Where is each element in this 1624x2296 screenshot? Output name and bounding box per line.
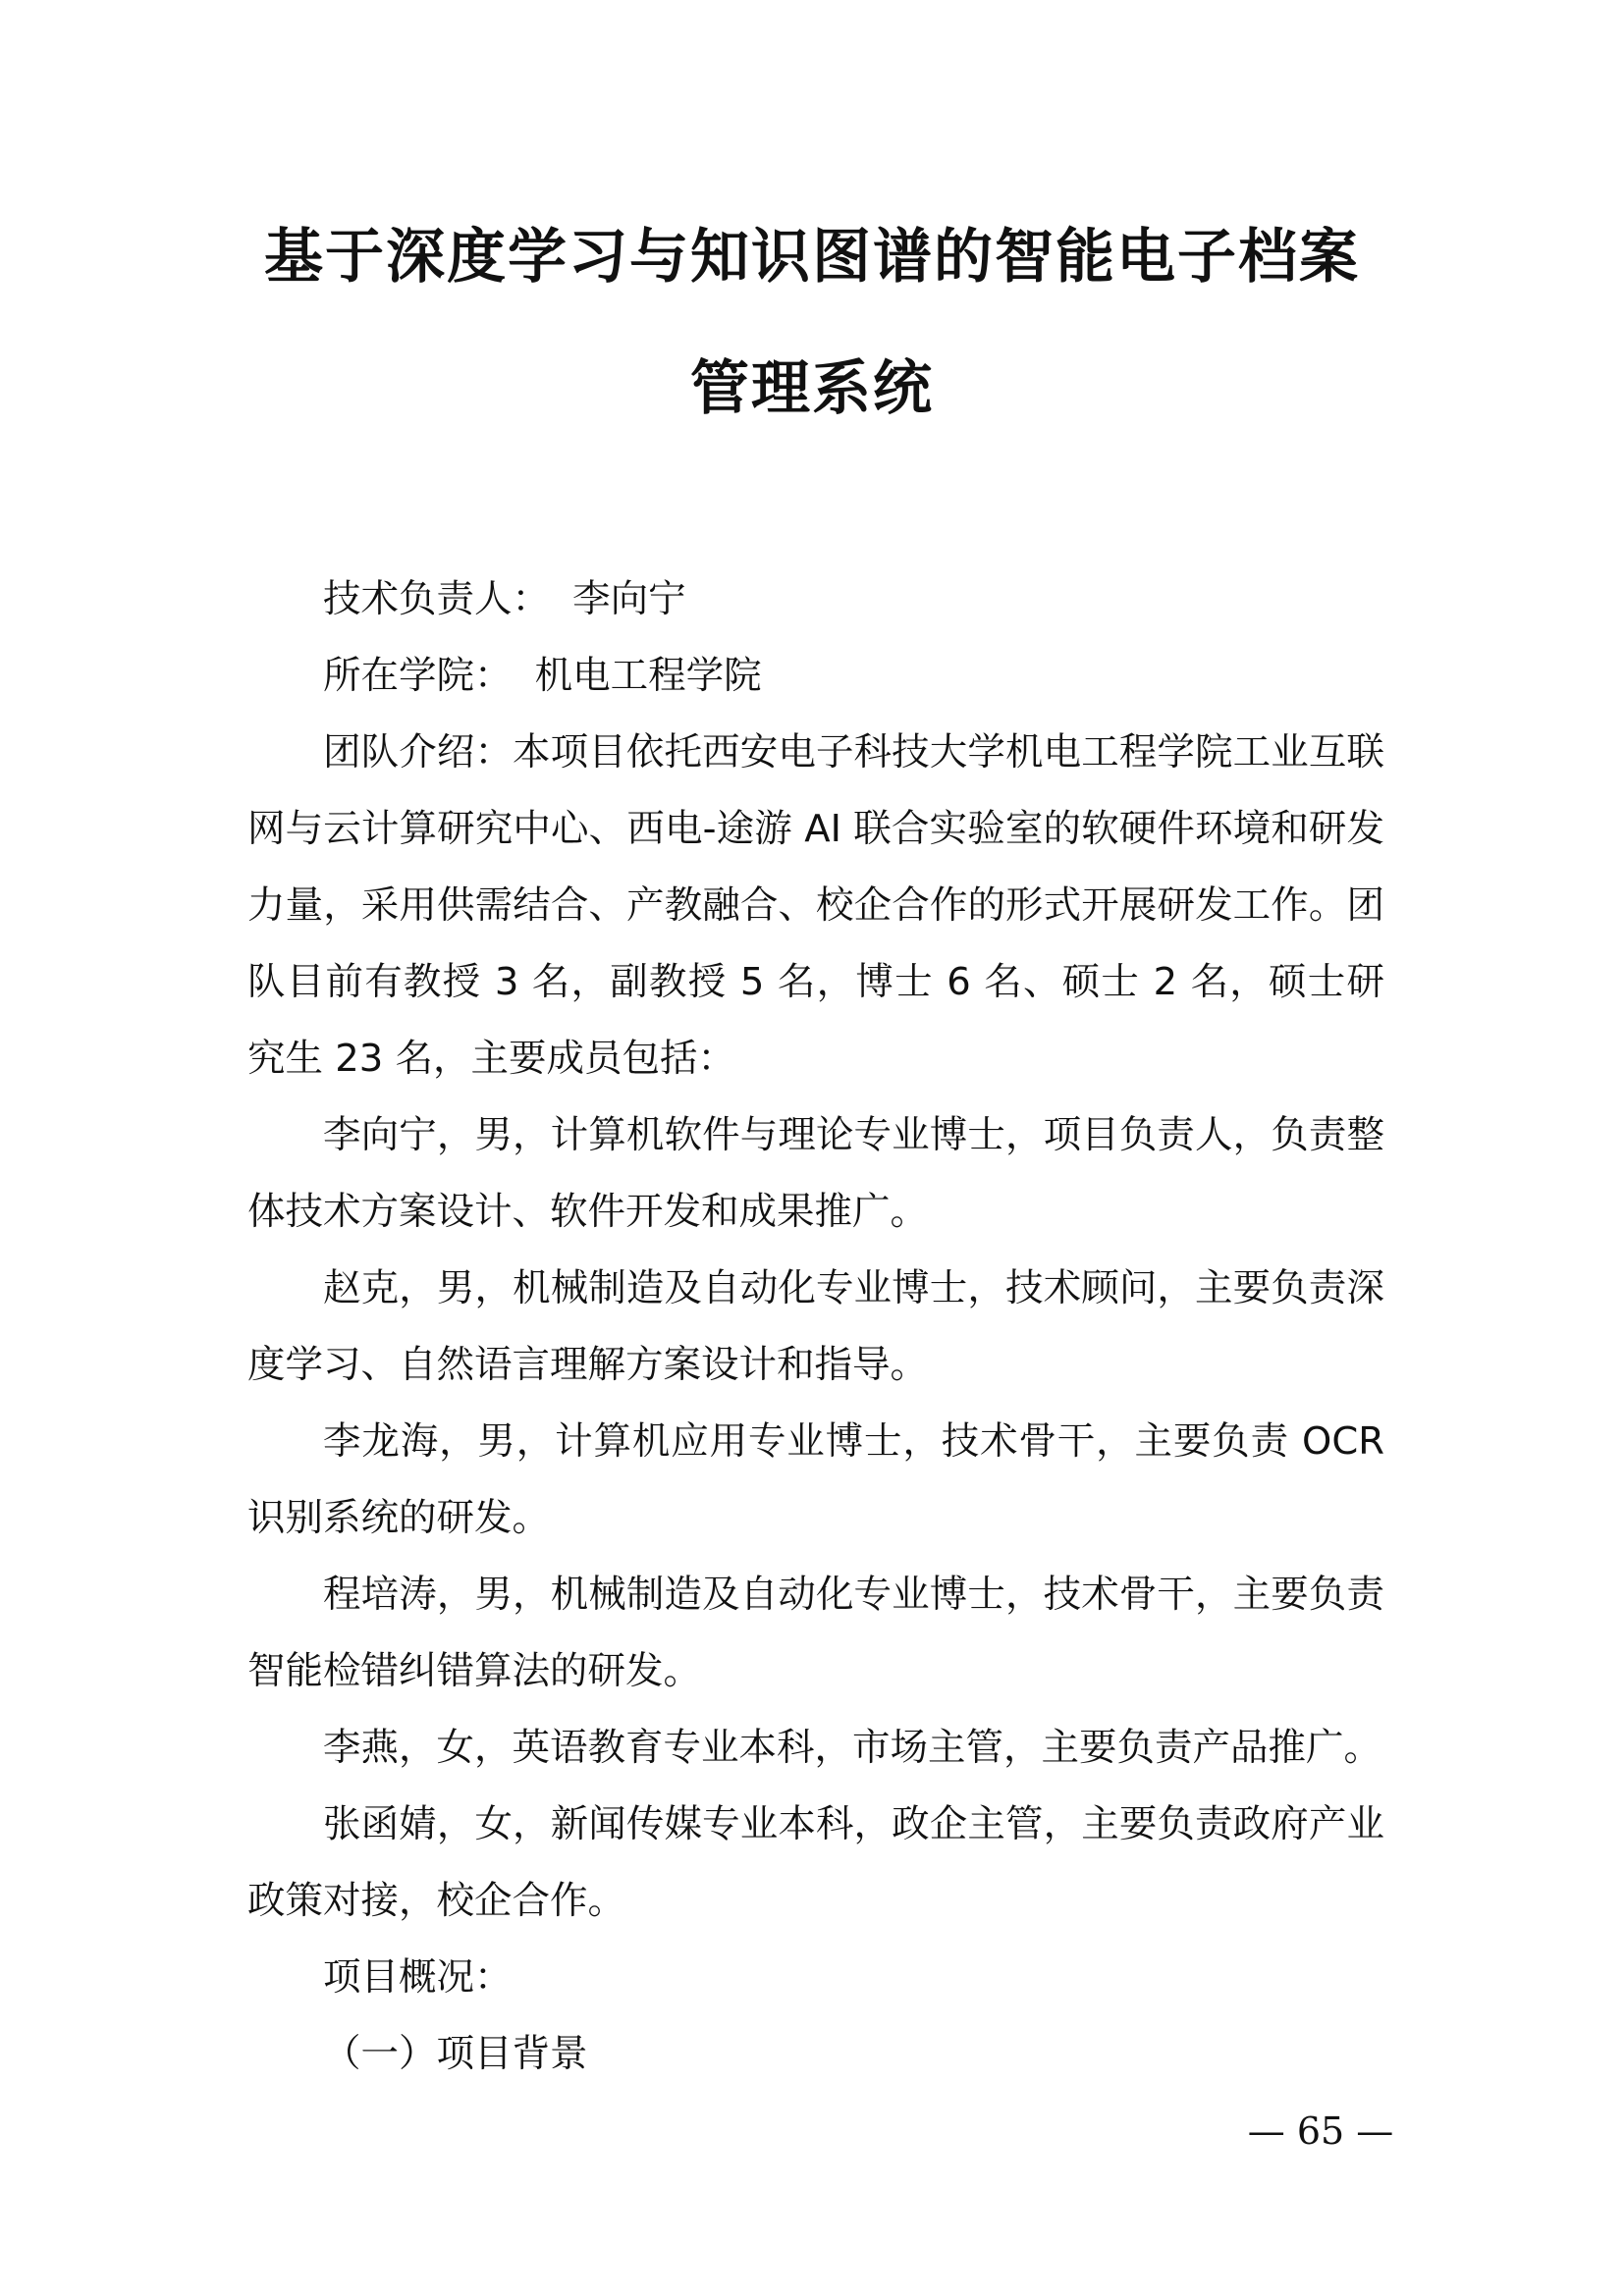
title-line-1: 基于深度学习与知识图谱的智能电子档案 [264,223,1360,292]
subsection-heading: （一）项目背景 [323,2032,588,2076]
paragraph-member: 李龙海，男，计算机应用专业博士，技术骨干，主要负责 OCR 识别系统的研发。 [247,1419,1384,1540]
field-label: 技术负责人： [323,577,551,621]
paragraph-member: 李燕，女，英语教育专业本科，市场主管，主要负责产品推广。 [323,1726,1382,1770]
page-number: — 65 — [1247,2109,1394,2153]
field-label: 所在学院： [323,654,513,698]
field-tech-lead [247,561,1384,638]
section-heading: 项目概况： [323,1955,513,2000]
paragraph-member: 李向宁，男，计算机软件与理论专业博士，项目负责人，负责整体技术方案设计、软件开发和成果推广。 [247,1113,1384,1234]
field-college [247,638,1384,715]
paragraph-team-intro: 团队介绍：本项目依托西安电子科技大学机电工程学院工业互联网与云计算研究中心、西电-途游 AI 联合实验室的软硬件环境和研发力量，采用供需结合、产教融合、校企合作的形式开展研发工作。团队目前有教授 3 名，副教授 5 名，博士 6 名、硕士 2 名，硕士研究生 23 名，主要成员包括： [247,730,1384,1081]
document-body [247,561,1384,2093]
field-value: 机电工程学院 [534,654,762,698]
field-value: 李向宁 [572,577,686,621]
paragraph-member: 程培涛，男，机械制造及自动化专业博士，技术骨干，主要负责智能检错纠错算法的研发。 [247,1573,1384,1693]
title-line-2: 管理系统 [690,354,934,423]
paragraph-member: 赵克，男，机械制造及自动化专业博士，技术顾问，主要负责深度学习、自然语言理解方案设计和指导。 [247,1266,1384,1387]
paragraph-member: 张函婧，女，新闻传媒专业本科，政企主管，主要负责政府产业政策对接，校企合作。 [247,1802,1384,1923]
